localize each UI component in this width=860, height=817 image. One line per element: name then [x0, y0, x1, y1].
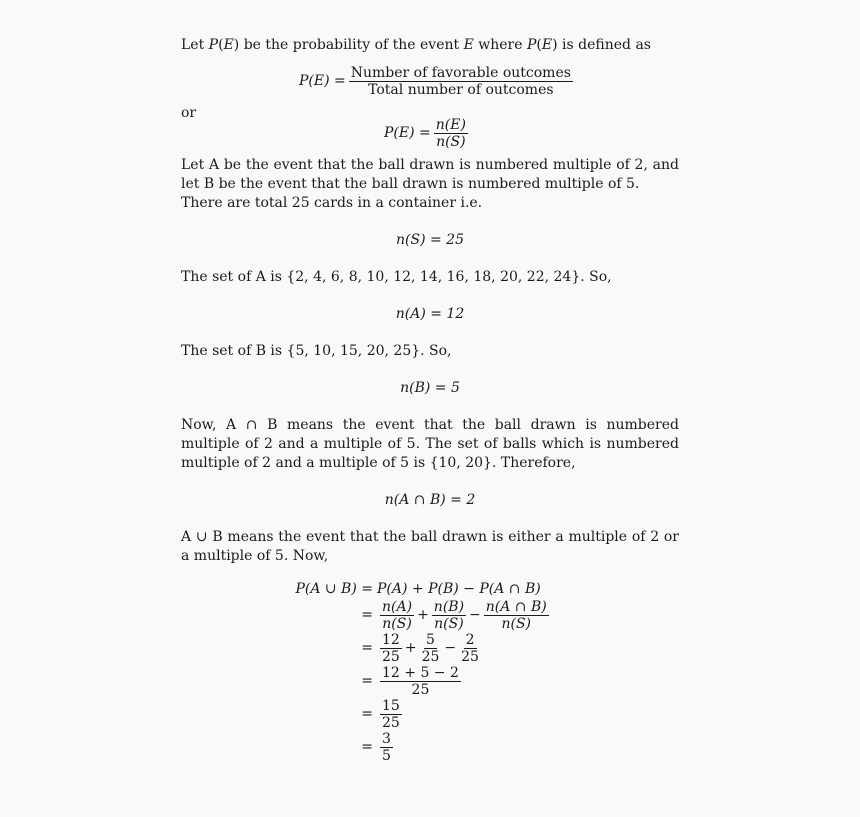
na-over-ns [380, 599, 414, 632]
intro-e-symbol-3: E [541, 37, 553, 53]
fraction-numerator: n(B) [433, 599, 465, 615]
intro-paragraph: Let P(E) be the probability of the event E where P(E) is defined as [181, 37, 651, 53]
total-cards-text: There are total 25 cards in a container i.e. [181, 195, 483, 211]
union-paragraph: A ∪ B means the event that the ball drawn is either a multiple of 2 or a multiple of 5. Now, [181, 529, 679, 564]
union-equation-line-2 [181, 599, 679, 632]
fraction-numerator: 12 [382, 632, 400, 648]
intro-e-symbol-2: E [463, 37, 474, 53]
intersection-paragraph: Now, A ∩ B means the event that the ball drawn is numbered multiple of 2 and a multiple of 5. The set of balls which is numbered multiple of 2 and a multiple of 5 is {10, 20}. Therefore, [181, 417, 679, 471]
fraction-numerator: n(A) [382, 599, 413, 615]
fraction-numerator: 15 [382, 698, 400, 714]
intro-where: where [473, 37, 527, 53]
five-over-25 [420, 632, 442, 665]
pe-label: P(E) = [299, 73, 346, 89]
definition-equation [181, 65, 679, 98]
fraction-denominator: 25 [421, 649, 440, 665]
fraction-denominator: n(S) [434, 616, 464, 632]
events-a-b-paragraph: Let A be the event that the ball drawn is numbered multiple of 2, and let B be the event that the ball drawn is numbered multiple of 5. [181, 157, 679, 192]
fraction-numerator: n(A ∩ B) [485, 599, 547, 615]
three-over-five [380, 731, 393, 764]
plus-sign: + [417, 607, 429, 623]
ns-denominator: n(S) [436, 134, 466, 150]
ne-ns-fraction [434, 117, 468, 150]
ne-numerator: n(E) [435, 117, 466, 133]
union-lhs: P(A ∪ B) = [295, 581, 373, 597]
combined-fraction [380, 665, 461, 698]
set-b-text: The set of B is {5, 10, 15, 20, 25}. So, [181, 343, 452, 359]
line-3-rhs [373, 632, 484, 665]
intro-p-symbol-2: P [526, 37, 537, 53]
twelve-over-25 [380, 632, 402, 665]
union-equation-line-4 [181, 665, 679, 698]
or-word: or [181, 105, 197, 121]
fraction-denominator: 25 [411, 682, 430, 698]
intro-mid: be the probability of the event [239, 37, 464, 53]
union-equation-line-1 [181, 580, 679, 599]
fraction-denominator: 25 [382, 649, 400, 665]
intro-p-symbol: P [208, 37, 219, 53]
fraction-numerator: 3 [382, 731, 391, 747]
intro-e-symbol: E [223, 37, 234, 53]
plus-sign: + [404, 640, 417, 656]
ne-ns-equation [181, 117, 679, 150]
nab-equation: n(A ∩ B) = 2 [384, 492, 476, 508]
solution-document [181, 36, 679, 764]
fraction-numerator: 5 [426, 632, 435, 648]
line-4-rhs [373, 665, 464, 698]
ns-equation: n(S) = 25 [396, 232, 464, 248]
union-equation-line-3 [181, 632, 679, 665]
definition-fraction [349, 65, 573, 98]
intro-suffix: is defined as [557, 37, 651, 53]
set-a-text: The set of A is {2, 4, 6, 8, 10, 12, 14, 16, 18, 20, 22, 24}. So, [181, 269, 612, 285]
na-equation: n(A) = 12 [395, 306, 465, 322]
fraction-denominator: n(S) [382, 616, 412, 632]
minus-sign: − [469, 607, 481, 623]
line-6-rhs [373, 731, 396, 764]
equals-sign: = [361, 706, 373, 722]
equals-sign: = [361, 607, 373, 623]
fraction-numerator: 2 [465, 632, 475, 648]
fraction-denominator: 25 [461, 649, 479, 665]
fraction-denominator: 5 [382, 748, 391, 764]
minus-sign: − [444, 640, 457, 656]
pe-label-2: P(E) = [384, 125, 431, 141]
equals-sign: = [361, 640, 373, 656]
line-2-rhs [373, 599, 552, 632]
fraction-numerator: 12 + 5 − 2 [382, 665, 459, 681]
fifteen-over-25 [380, 698, 402, 731]
union-rhs: P(A) + P(B) − P(A ∩ B) [377, 581, 541, 597]
line-5-rhs [373, 698, 405, 731]
two-over-25 [459, 632, 481, 665]
nab-over-ns [484, 599, 549, 632]
equals-sign: = [361, 673, 373, 689]
nb-over-ns [432, 599, 466, 632]
union-equation-line-5 [181, 698, 679, 731]
union-equation-line-6 [181, 731, 679, 764]
fraction-denominator: 25 [382, 715, 400, 731]
nb-equation: n(B) = 5 [400, 380, 460, 396]
total-outcomes-denominator: Total number of outcomes [368, 82, 554, 98]
favorable-outcomes-numerator: Number of favorable outcomes [350, 65, 571, 81]
equals-sign: = [361, 739, 373, 755]
fraction-denominator: n(S) [501, 616, 532, 632]
intro-prefix: Let [181, 37, 209, 53]
